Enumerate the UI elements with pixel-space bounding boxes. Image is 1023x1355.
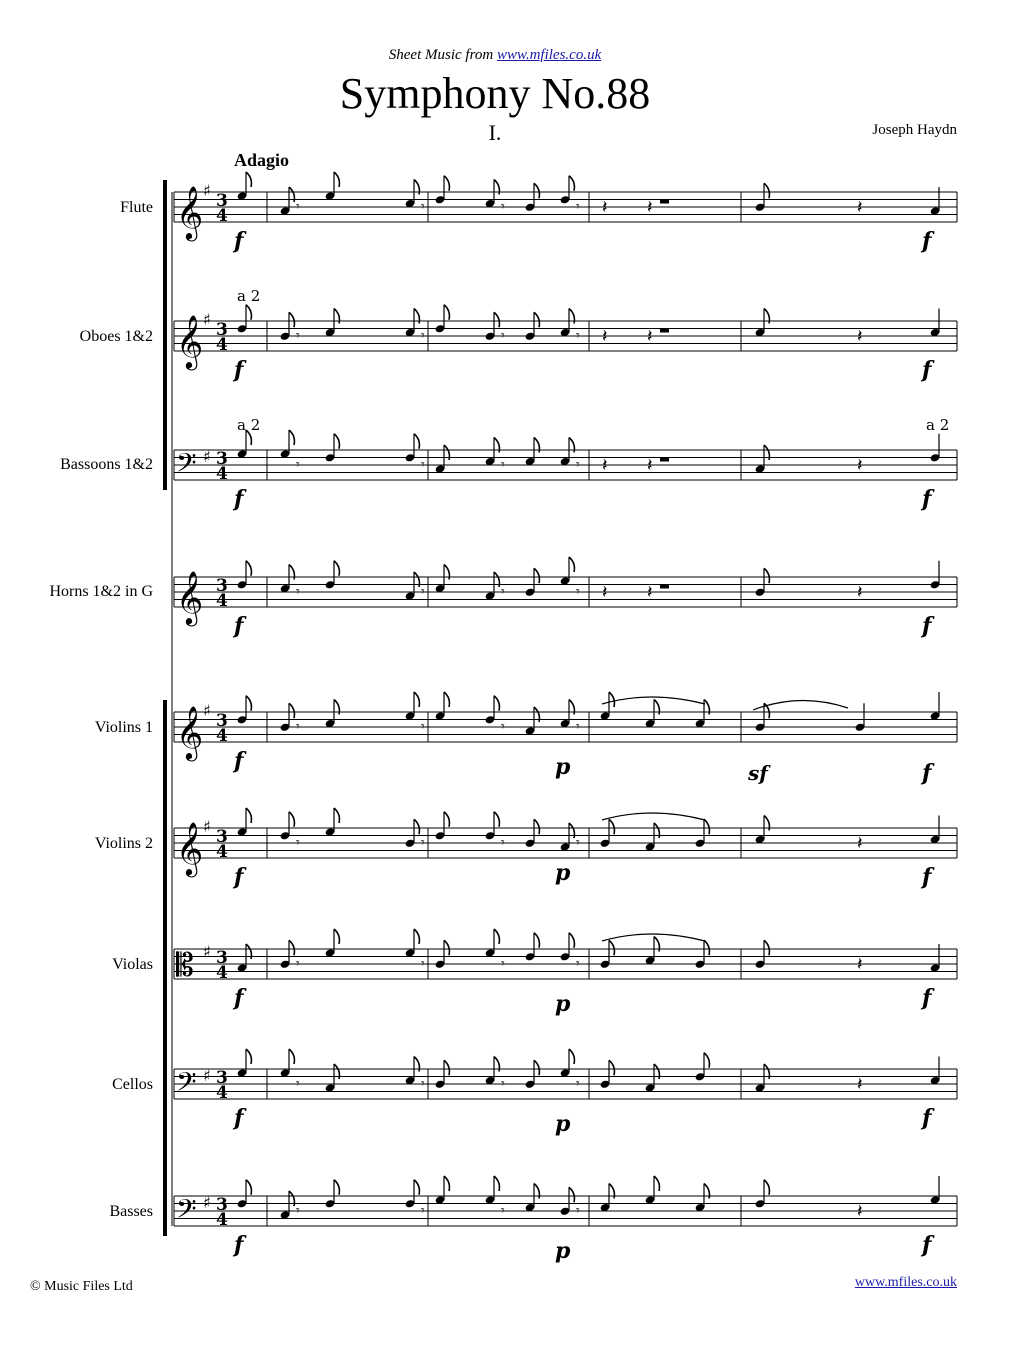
note-flag: [414, 819, 419, 834]
sharp-icon: ♯: [203, 701, 211, 720]
eighth-rest-icon: 𝄾: [576, 1203, 580, 1219]
dynamic-forte: f: [922, 486, 932, 512]
note-flag: [569, 557, 574, 572]
note-flag: [414, 929, 419, 944]
note-flag: [414, 434, 419, 449]
page-title: Symphony No.88: [339, 69, 651, 118]
whole-rest-icon: [660, 200, 669, 204]
note-flag: [444, 692, 449, 707]
eighth-rest-icon: 𝄾: [421, 956, 425, 972]
eighth-rest-icon: 𝄾: [576, 199, 580, 215]
instrument-label-basses: Basses: [109, 1203, 153, 1220]
credit-link[interactable]: www.mfiles.co.uk: [496, 47, 602, 63]
eighth-rest-icon: 𝄾: [296, 719, 300, 735]
note-flag: [289, 940, 294, 955]
time-signature-bottom: 4: [216, 963, 228, 983]
dynamic-forte: f: [922, 864, 932, 890]
note-flag: [414, 1180, 419, 1195]
eighth-rest-icon: 𝄾: [576, 328, 580, 344]
note-flag: [444, 812, 449, 827]
whole-rest-icon: [660, 585, 669, 589]
quarter-rest-icon: 𝄽: [602, 455, 608, 476]
note-flag: [444, 305, 449, 320]
dynamic-sforzando: sf: [748, 761, 768, 785]
note-flag: [534, 1060, 539, 1075]
dynamic-forte: f: [922, 228, 932, 254]
quarter-rest-icon: 𝄽: [857, 954, 863, 975]
eighth-rest-icon: 𝄾: [296, 584, 300, 600]
note-flag: [289, 312, 294, 327]
dynamic-piano: p: [555, 860, 571, 886]
note-flag: [704, 1053, 709, 1068]
note-flag: [494, 812, 499, 827]
eighth-rest-icon: 𝄾: [576, 835, 580, 851]
movement-number: I.: [488, 120, 502, 145]
eighth-rest-icon: 𝄾: [421, 1203, 425, 1219]
note-flag: [494, 312, 499, 327]
time-signature-bottom: 4: [216, 591, 228, 611]
quarter-rest-icon: 𝄽: [602, 326, 608, 347]
note-flag: [246, 1049, 251, 1064]
time-signature-bottom: 4: [216, 1083, 228, 1103]
note-flag: [609, 692, 614, 707]
treble-clef-icon: 𝄞: [176, 705, 204, 759]
marking-a2: a 2: [926, 416, 950, 434]
note-flag: [704, 819, 709, 834]
eighth-rest-icon: 𝄾: [576, 457, 580, 473]
note-flag: [704, 940, 709, 955]
eighth-rest-icon: 𝄾: [296, 956, 300, 972]
eighth-rest-icon: 𝄾: [501, 956, 505, 972]
time-signature-bottom: 4: [216, 726, 228, 746]
instrument-label-violins2: Violins 2: [94, 835, 153, 852]
note-flag: [334, 929, 339, 944]
quarter-rest-icon: 𝄽: [647, 582, 653, 603]
sharp-icon: ♯: [203, 1193, 211, 1212]
alto-clef-icon: 𝄡: [176, 946, 194, 984]
eighth-rest-icon: 𝄾: [501, 1203, 505, 1219]
dynamic-piano: p: [555, 991, 571, 1017]
note-flag: [246, 808, 251, 823]
time-signature-top: 3: [216, 449, 228, 469]
dynamic-piano: p: [555, 754, 571, 780]
eighth-rest-icon: 𝄾: [421, 835, 425, 851]
eighth-rest-icon: 𝄾: [501, 584, 505, 600]
dynamic-piano: p: [555, 1238, 571, 1264]
note-flag: [246, 172, 251, 187]
note-flag: [609, 940, 614, 955]
note-flag: [764, 940, 769, 955]
dynamic-forte: f: [922, 357, 932, 383]
note-flag: [569, 933, 574, 948]
sharp-icon: ♯: [203, 817, 211, 836]
dynamic-piano: p: [555, 1111, 571, 1137]
note-flag: [534, 312, 539, 327]
dynamic-forte: f: [234, 486, 244, 512]
note-flag: [609, 819, 614, 834]
dynamic-forte: f: [922, 1232, 932, 1258]
whole-rest-icon: [660, 329, 669, 333]
note-flag: [534, 183, 539, 198]
time-signature-top: 3: [216, 320, 228, 340]
eighth-rest-icon: 𝄾: [296, 199, 300, 215]
whole-rest-icon: [660, 458, 669, 462]
eighth-rest-icon: 𝄾: [296, 1076, 300, 1092]
bass-clef-icon: 𝄢: [176, 447, 197, 485]
quarter-rest-icon: 𝄽: [857, 582, 863, 603]
note-flag: [289, 703, 294, 718]
eighth-rest-icon: 𝄾: [576, 1076, 580, 1092]
note-flag: [289, 812, 294, 827]
eighth-rest-icon: 𝄾: [501, 199, 505, 215]
quarter-rest-icon: 𝄽: [857, 833, 863, 854]
note-flag: [569, 1187, 574, 1202]
sharp-icon: ♯: [203, 181, 211, 200]
note-flag: [334, 1180, 339, 1195]
eighth-rest-icon: 𝄾: [421, 457, 425, 473]
instrument-label-cellos: Cellos: [112, 1076, 153, 1093]
eighth-rest-icon: 𝄾: [501, 328, 505, 344]
dynamic-forte: f: [234, 228, 244, 254]
time-signature-bottom: 4: [216, 464, 228, 484]
note-flag: [494, 929, 499, 944]
dynamic-forte: f: [234, 1105, 244, 1131]
note-flag: [654, 1176, 659, 1191]
eighth-rest-icon: 𝄾: [421, 1076, 425, 1092]
note-flag: [334, 172, 339, 187]
marking-a2: a 2: [237, 287, 261, 305]
time-signature-top: 3: [216, 827, 228, 847]
quarter-rest-icon: 𝄽: [857, 1201, 863, 1222]
note-flag: [334, 808, 339, 823]
dynamic-forte: f: [234, 357, 244, 383]
copyright-notice: © Music Files Ltd: [30, 1279, 133, 1294]
note-flag: [334, 561, 339, 576]
time-signature-bottom: 4: [216, 206, 228, 226]
time-signature-top: 3: [216, 1195, 228, 1215]
eighth-rest-icon: 𝄾: [501, 457, 505, 473]
note-flag: [334, 434, 339, 449]
note-flag: [246, 1180, 251, 1195]
treble-clef-icon: 𝄞: [176, 570, 204, 624]
quarter-rest-icon: 𝄽: [647, 197, 653, 218]
eighth-rest-icon: 𝄾: [501, 835, 505, 851]
eighth-rest-icon: 𝄾: [421, 199, 425, 215]
time-signature-bottom: 4: [216, 1210, 228, 1230]
note-flag: [534, 568, 539, 583]
quarter-rest-icon: 𝄽: [857, 326, 863, 347]
note-flag: [569, 1049, 574, 1064]
footer-link[interactable]: www.mfiles.co.uk: [854, 1275, 957, 1290]
time-signature-bottom: 4: [216, 335, 228, 355]
treble-clef-icon: 𝄞: [176, 185, 204, 239]
slur: [602, 813, 705, 820]
sharp-icon: ♯: [203, 310, 211, 329]
eighth-rest-icon: 𝄾: [576, 719, 580, 735]
note-flag: [609, 1060, 614, 1075]
treble-clef-icon: 𝄞: [176, 821, 204, 875]
quarter-rest-icon: 𝄽: [647, 455, 653, 476]
time-signature-top: 3: [216, 191, 228, 211]
dynamic-forte: f: [922, 760, 932, 786]
dynamic-forte: f: [234, 613, 244, 639]
dynamic-forte: f: [922, 985, 932, 1011]
dynamic-forte: f: [234, 1232, 244, 1258]
note-flag: [764, 183, 769, 198]
eighth-rest-icon: 𝄾: [296, 1203, 300, 1219]
quarter-rest-icon: 𝄽: [857, 1074, 863, 1095]
eighth-rest-icon: 𝄾: [501, 1076, 505, 1092]
instrument-label-violins1: Violins 1: [94, 719, 153, 736]
time-signature-top: 3: [216, 948, 228, 968]
eighth-rest-icon: 𝄾: [421, 719, 425, 735]
sharp-icon: ♯: [203, 447, 211, 466]
note-flag: [444, 1060, 449, 1075]
eighth-rest-icon: 𝄾: [501, 719, 505, 735]
time-signature-top: 3: [216, 711, 228, 731]
composer-name: Joseph Haydn: [872, 122, 957, 138]
instrument-label-oboes: Oboes 1&2: [79, 328, 153, 345]
tempo-marking: Adagio: [234, 150, 290, 170]
eighth-rest-icon: 𝄾: [296, 457, 300, 473]
note-flag: [289, 1049, 294, 1064]
sharp-icon: ♯: [203, 1066, 211, 1085]
slur: [753, 700, 848, 710]
instrument-label-violas: Violas: [112, 956, 153, 973]
note-flag: [444, 1176, 449, 1191]
note-flag: [494, 1176, 499, 1191]
note-flag: [534, 933, 539, 948]
sharp-icon: ♯: [203, 942, 211, 961]
note-flag: [534, 819, 539, 834]
credit-prefix: Sheet Music from: [388, 47, 494, 63]
time-signature-top: 3: [216, 576, 228, 596]
note-flag: [414, 692, 419, 707]
note-flag: [764, 568, 769, 583]
eighth-rest-icon: 𝄾: [296, 835, 300, 851]
dynamic-forte: f: [234, 864, 244, 890]
dynamic-forte: f: [922, 613, 932, 639]
staff-3: [174, 450, 957, 480]
eighth-rest-icon: 𝄾: [576, 584, 580, 600]
bass-clef-icon: 𝄢: [176, 1066, 197, 1104]
treble-clef-icon: 𝄞: [176, 314, 204, 368]
staff-6: [174, 828, 957, 858]
note-flag: [444, 940, 449, 955]
note-flag: [494, 696, 499, 711]
note-flag: [246, 561, 251, 576]
bass-clef-icon: 𝄢: [176, 1193, 197, 1231]
marking-a2: a 2: [237, 416, 261, 434]
note-flag: [569, 176, 574, 191]
note-flag: [246, 696, 251, 711]
dynamic-forte: f: [922, 1105, 932, 1131]
instrument-label-bassoons: Bassoons 1&2: [60, 456, 153, 473]
eighth-rest-icon: 𝄾: [296, 328, 300, 344]
eighth-rest-icon: 𝄾: [421, 328, 425, 344]
instrument-label-flute: Flute: [120, 199, 153, 216]
quarter-rest-icon: 𝄽: [857, 455, 863, 476]
staff-5: [174, 712, 957, 742]
dynamic-forte: f: [234, 985, 244, 1011]
time-signature-bottom: 4: [216, 842, 228, 862]
quarter-rest-icon: 𝄽: [647, 326, 653, 347]
instrument-label-horns: Horns 1&2 in G: [49, 583, 153, 600]
note-flag: [444, 176, 449, 191]
quarter-rest-icon: 𝄽: [602, 582, 608, 603]
note-flag: [289, 430, 294, 445]
dynamic-forte: f: [234, 748, 244, 774]
eighth-rest-icon: 𝄾: [421, 584, 425, 600]
quarter-rest-icon: 𝄽: [857, 197, 863, 218]
staff-2: [174, 321, 957, 351]
quarter-rest-icon: 𝄽: [602, 197, 608, 218]
note-flag: [764, 1180, 769, 1195]
time-signature-top: 3: [216, 1068, 228, 1088]
eighth-rest-icon: 𝄾: [576, 956, 580, 972]
note-flag: [246, 305, 251, 320]
